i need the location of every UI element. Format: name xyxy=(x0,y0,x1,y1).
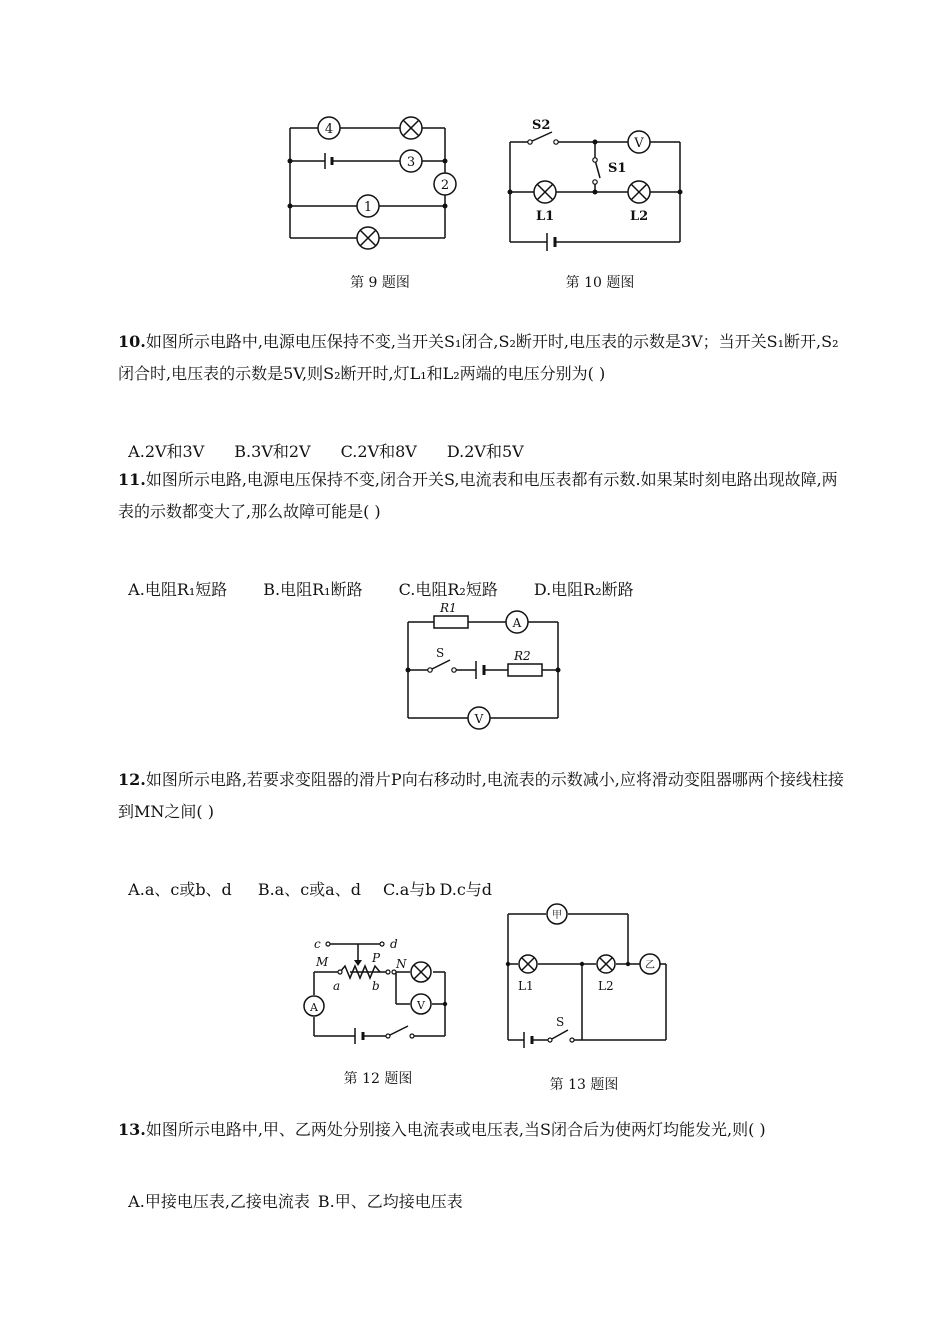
svg-text:A: A xyxy=(310,1001,318,1014)
figure-10 xyxy=(500,112,690,252)
option-d[interactable]: D.c与d xyxy=(439,880,493,899)
lamp-l2 xyxy=(628,181,650,203)
question-text: 如图所示电路,电源电压保持不变,闭合开关S,电流表和电压表都有示数.如果某时刻电路出现故障,两表的示数都变大了,那么故障可能是( ) xyxy=(118,470,838,521)
meter-jia xyxy=(547,904,567,924)
svg-text:V: V xyxy=(474,712,484,726)
figure-13-caption: 第 13 题图 xyxy=(549,1077,619,1093)
voltmeter xyxy=(628,131,650,153)
svg-text:S2: S2 xyxy=(532,118,551,133)
resistor-r2 xyxy=(508,664,542,676)
question-number: 10. xyxy=(118,332,146,351)
meter-4 xyxy=(318,117,340,139)
question-12 xyxy=(118,764,853,828)
voltmeter xyxy=(411,994,431,1014)
option-b[interactable]: B.3V和2V xyxy=(234,442,311,461)
lamp xyxy=(411,962,431,982)
question-10 xyxy=(118,326,853,390)
lamp-bottom xyxy=(357,227,379,249)
question-number: 13. xyxy=(118,1120,146,1139)
svg-text:b: b xyxy=(372,979,380,993)
figure-13 xyxy=(500,902,680,1052)
svg-text:R1: R1 xyxy=(440,601,457,615)
svg-text:S1: S1 xyxy=(608,161,627,176)
option-b[interactable]: B.a、c或a、d xyxy=(257,880,361,899)
figure-11 xyxy=(398,600,568,736)
figure-12 xyxy=(300,930,460,1060)
svg-text:V: V xyxy=(417,999,425,1012)
option-d[interactable]: D.2V和5V xyxy=(446,442,524,461)
svg-text:S: S xyxy=(436,646,445,660)
figure-10-circuit xyxy=(500,112,690,252)
lamp-l1 xyxy=(519,955,537,973)
figure-13-circuit xyxy=(500,902,680,1052)
meter-1 xyxy=(357,195,379,217)
question-number: 12. xyxy=(118,770,146,789)
svg-text:V: V xyxy=(634,136,644,151)
svg-text:L1: L1 xyxy=(518,979,534,993)
option-c[interactable]: C.a与b xyxy=(382,880,436,899)
option-a[interactable]: A.2V和3V xyxy=(128,442,205,461)
svg-text:乙: 乙 xyxy=(645,960,655,971)
figure-10-caption: 第 10 题图 xyxy=(565,275,635,291)
svg-text:P: P xyxy=(372,951,381,965)
svg-text:d: d xyxy=(390,937,398,951)
option-a[interactable]: A.电阻R₁短路 xyxy=(128,580,228,599)
voltmeter xyxy=(468,707,490,729)
figure-9 xyxy=(280,110,480,260)
ammeter xyxy=(506,611,528,633)
svg-text:1: 1 xyxy=(363,200,373,215)
option-a[interactable]: A.a、c或b、d xyxy=(128,880,232,899)
meter-2 xyxy=(434,173,456,195)
option-b[interactable]: B.电阻R₁断路 xyxy=(263,580,363,599)
figure-9-circuit xyxy=(280,110,480,260)
question-11 xyxy=(118,464,853,528)
lamp-l1 xyxy=(534,181,556,203)
svg-text:甲: 甲 xyxy=(552,910,562,921)
svg-text:L2: L2 xyxy=(630,209,649,224)
svg-text:a: a xyxy=(333,979,341,993)
question-text: 如图所示电路中,电源电压保持不变,当开关S₁闭合,S₂断开时,电压表的示数是3V；当开关S₁断开,S₂闭合时,电压表的示数是5V,则S₂断开时,灯L₁和L₂两端的电压分别为( ) xyxy=(118,332,839,383)
svg-text:N: N xyxy=(396,957,407,971)
figure-11-circuit xyxy=(398,600,568,736)
lamp-l2 xyxy=(597,955,615,973)
svg-text:R2: R2 xyxy=(514,649,531,663)
svg-text:L2: L2 xyxy=(598,979,614,993)
option-d[interactable]: D.电阻R₂断路 xyxy=(533,580,634,599)
svg-text:3: 3 xyxy=(406,155,416,170)
resistor-r1 xyxy=(434,616,468,628)
option-b[interactable]: B.甲、乙均接电压表 xyxy=(317,1192,463,1211)
meter-3 xyxy=(400,150,422,172)
svg-text:M: M xyxy=(316,955,329,969)
svg-text:4: 4 xyxy=(324,122,334,137)
question-10-options xyxy=(118,420,524,462)
figure-12-caption: 第 12 题图 xyxy=(343,1071,413,1087)
question-13-options xyxy=(118,1170,463,1212)
svg-text:A: A xyxy=(512,616,522,630)
question-number: 11. xyxy=(118,470,146,489)
figure-12-circuit xyxy=(300,930,460,1060)
question-text: 如图所示电路,若要求变阻器的滑片P向右移动时,电流表的示数减小,应将滑动变阻器哪两个接线柱接到MN之间( ) xyxy=(118,770,844,821)
question-13 xyxy=(118,1114,853,1146)
question-text: 如图所示电路中,甲、乙两处分别接入电流表或电压表,当S闭合后为使两灯均能发光,则( ) xyxy=(145,1120,766,1139)
svg-text:S: S xyxy=(556,1015,565,1029)
question-12-options xyxy=(118,858,492,900)
question-11-options xyxy=(118,558,634,600)
meter-yi xyxy=(640,954,660,974)
svg-text:L1: L1 xyxy=(536,209,555,224)
option-a[interactable]: A.甲接电压表,乙接电流表 xyxy=(128,1192,310,1211)
ammeter xyxy=(304,996,324,1016)
svg-text:c: c xyxy=(314,937,321,951)
lamp-top xyxy=(400,117,422,139)
option-c[interactable]: C.电阻R₂短路 xyxy=(398,580,498,599)
figure-9-caption: 第 9 题图 xyxy=(350,275,410,291)
option-c[interactable]: C.2V和8V xyxy=(340,442,417,461)
svg-text:2: 2 xyxy=(440,178,450,193)
